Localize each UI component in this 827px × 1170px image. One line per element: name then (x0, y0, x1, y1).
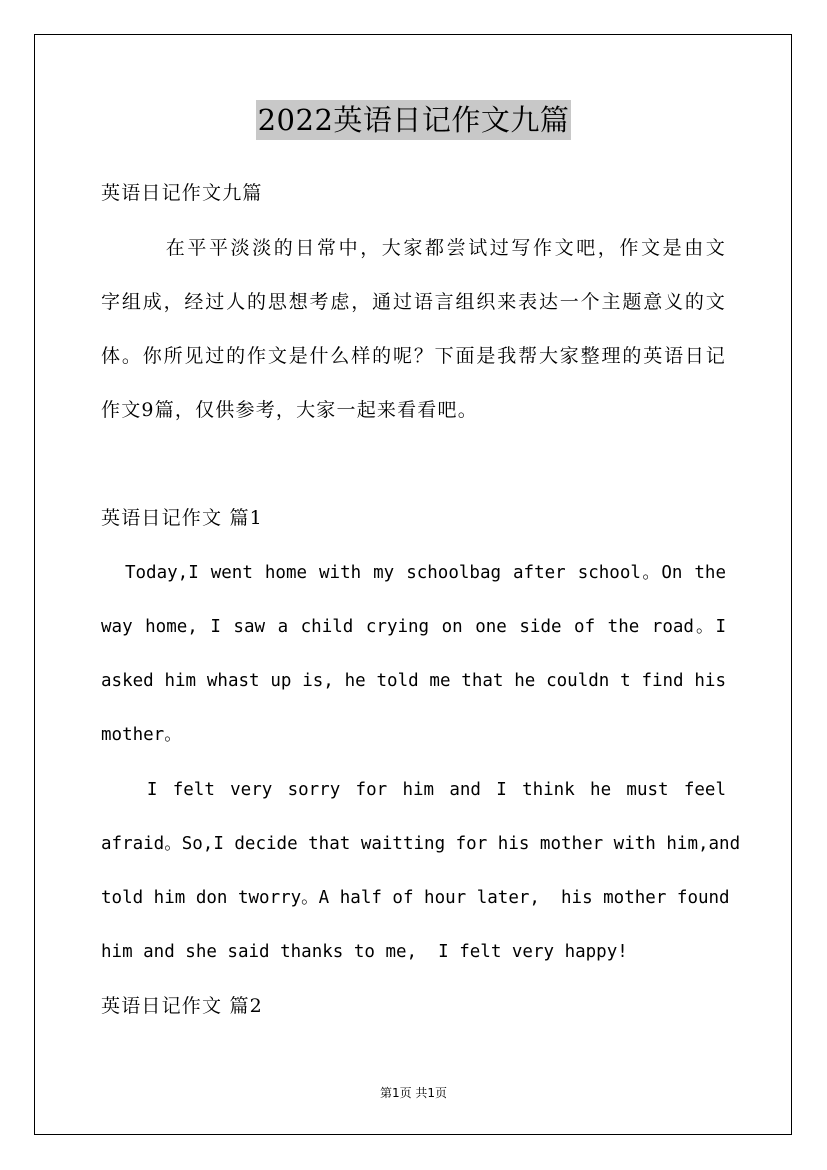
intro-line: 在平平淡淡的日常中，大家都尝试过写作文吧，作文是由文 (101, 237, 726, 259)
paragraph-line: I felt very sorry for him and I think he must feel (101, 780, 726, 800)
section-heading-2: 英语日记作文 篇2 (101, 995, 263, 1017)
section-heading-1: 英语日记作文 篇1 (101, 507, 263, 529)
document-title: 2022英语日记作文九篇 (256, 100, 572, 140)
title-container (0, 100, 827, 140)
intro-line: 作文9篇，仅供参考，大家一起来看看吧。 (101, 399, 478, 421)
intro-line: 体。你所见过的作文是什么样的呢？下面是我帮大家整理的英语日记 (101, 345, 726, 367)
paragraph-line: afraid。So,I decide that waitting for his mother with him,and (101, 834, 741, 854)
paragraph-line: told him don tworry。A half of hour later, his mother found (101, 888, 730, 908)
paragraph-line: Today,I went home with my schoolbag after school。On the (101, 563, 726, 583)
paragraph-line: him and she said thanks to me, I felt very happy! (101, 942, 628, 962)
paragraph-line: mother。 (101, 725, 182, 745)
document-subtitle: 英语日记作文九篇 (101, 182, 263, 204)
paragraph-line: way home, I saw a child crying on one side of the road。I (101, 617, 726, 637)
page-footer: 第1页 共1页 (379, 1086, 448, 1100)
paragraph-line: asked him whast up is, he told me that he couldn t find his (101, 671, 726, 691)
intro-line: 字组成，经过人的思想考虑，通过语言组织来表达一个主题意义的文 (101, 291, 726, 313)
